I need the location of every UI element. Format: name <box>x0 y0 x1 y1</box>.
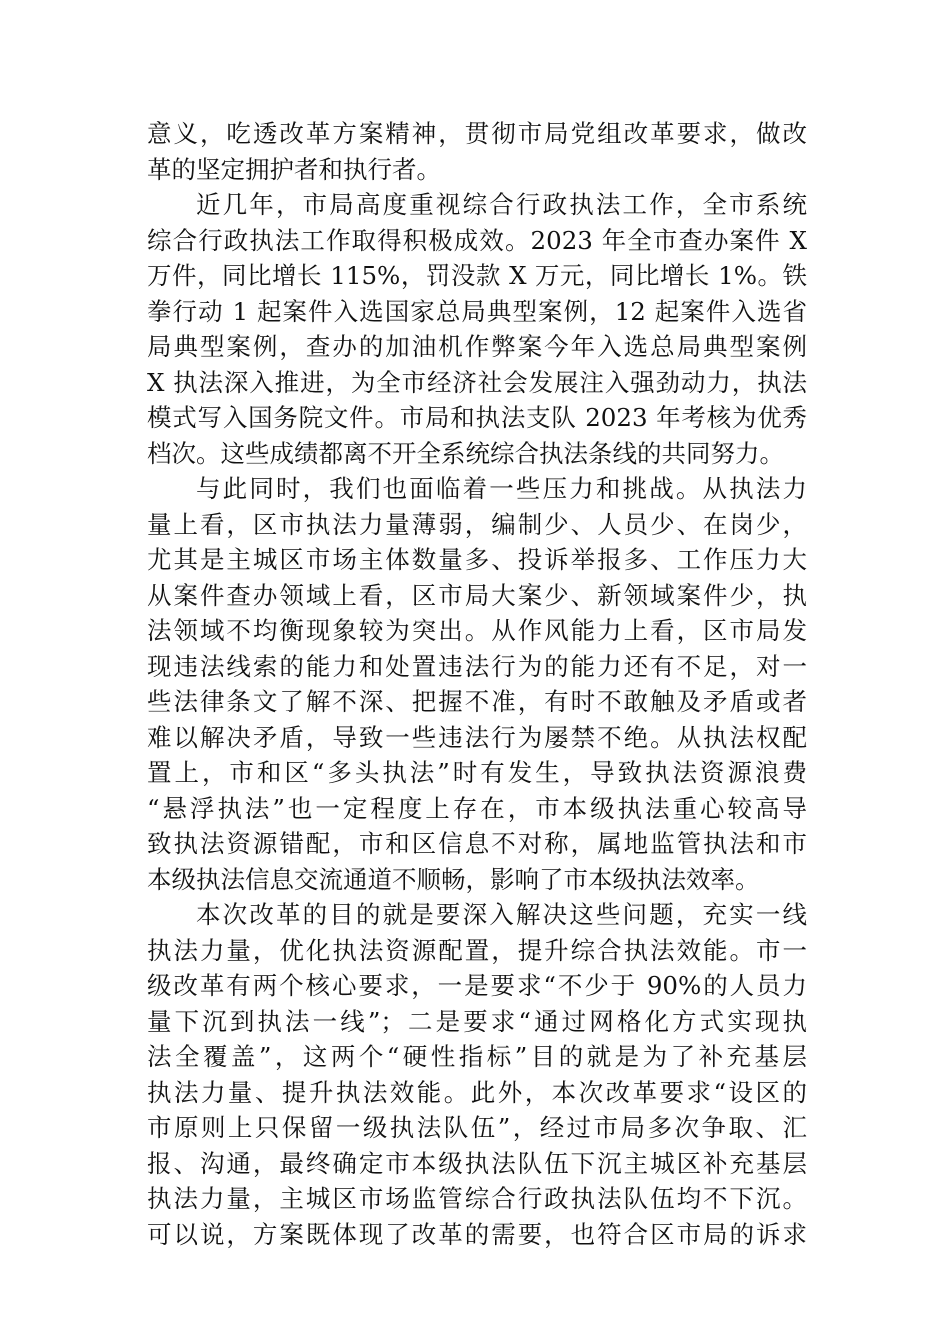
text-line: 本级执法信息交流通道不顺畅，影响了市本级执法效率。 <box>147 864 760 894</box>
text-line: 难以解决矛盾，导致一些违法行为屡禁不绝。从执法权配 <box>147 722 807 752</box>
paragraph <box>147 187 807 471</box>
text-line: 法全覆盖”，这两个“硬性指标”目的就是为了补充基层 <box>147 1042 807 1071</box>
text-line: 执法力量，优化执法资源配置，提升综合执法效能。市一 <box>147 935 807 965</box>
text-line: 革的坚定拥护者和执行者。 <box>147 154 441 184</box>
text-line: 从案件查办领域上看，区市局大案少、新领域案件少，执 <box>147 580 807 610</box>
paragraph <box>147 471 807 897</box>
paragraph <box>147 116 807 187</box>
text-line: 本次改革的目的就是要深入解决这些问题，充实一线 <box>196 900 807 929</box>
text-line: 综合行政执法工作取得积极成效。2023 年全市查办案件 X <box>147 225 807 255</box>
text-line: “悬浮执法”也一定程度上存在，市本级执法重心较高导 <box>147 793 807 823</box>
text-line: 些法律条文了解不深、把握不准，有时不敢触及矛盾或者 <box>147 687 807 716</box>
text-line: 模式写入国务院文件。市局和执法支队 2023 年考核为优秀 <box>147 403 807 432</box>
text-line: 量上看，区市执法力量薄弱，编制少、人员少、在岗少， <box>147 509 807 539</box>
text-line: 级改革有两个核心要求，一是要求“不少于 90%的人员力 <box>147 971 807 1000</box>
text-line: 致执法资源错配，市和区信息不对称，属地监管执法和市 <box>147 829 807 858</box>
text-line: 近几年，市局高度重视综合行政执法工作，全市系统 <box>196 190 807 219</box>
text-line: 现违法线索的能力和处置违法行为的能力还有不足，对一 <box>147 651 807 681</box>
text-line: 执法力量，主城区市场监管综合行政执法队伍均不下沉。 <box>147 1184 807 1213</box>
body-text <box>147 116 807 1252</box>
text-line: 执法力量、提升执法效能。此外，本次改革要求“设区的 <box>147 1077 807 1107</box>
text-line: 尤其是主城区市场主体数量多、投诉举报多、工作压力大 <box>147 545 807 574</box>
text-line: 量下沉到执法一线”；二是要求“通过网格化方式实现执 <box>147 1006 807 1036</box>
text-line: 市原则上只保留一级执法队伍”，经过市局多次争取、汇 <box>147 1113 807 1142</box>
text-line: 置上，市和区“多头执法”时有发生，导致执法资源浪费 <box>147 758 807 787</box>
text-line: 万件，同比增长 115%，罚没款 X 万元，同比增长 1%。铁 <box>147 261 807 290</box>
text-line: 法领域不均衡现象较为突出。从作风能力上看，区市局发 <box>147 616 807 645</box>
paragraph <box>147 897 807 1252</box>
text-line: 局典型案例，查办的加油机作弊案今年入选总局典型案例 <box>147 332 807 361</box>
text-line: 报、沟通，最终确定市本级执法队伍下沉主城区补充基层 <box>147 1148 807 1178</box>
text-line: 与此同时，我们也面临着一些压力和挑战。从执法力 <box>196 474 807 503</box>
text-line: 可以说，方案既体现了改革的需要，也符合区市局的诉求 <box>147 1219 807 1249</box>
text-line: 意义，吃透改革方案精神，贯彻市局党组改革要求，做改 <box>147 119 807 148</box>
text-line: 拳行动 1 起案件入选国家总局典型案例，12 起案件入选省 <box>147 296 807 326</box>
text-line: 档次。这些成绩都离不开全系统综合执法条线的共同努力。 <box>147 438 784 468</box>
text-line: X 执法深入推进，为全市经济社会发展注入强劲动力，执法 <box>147 367 807 397</box>
